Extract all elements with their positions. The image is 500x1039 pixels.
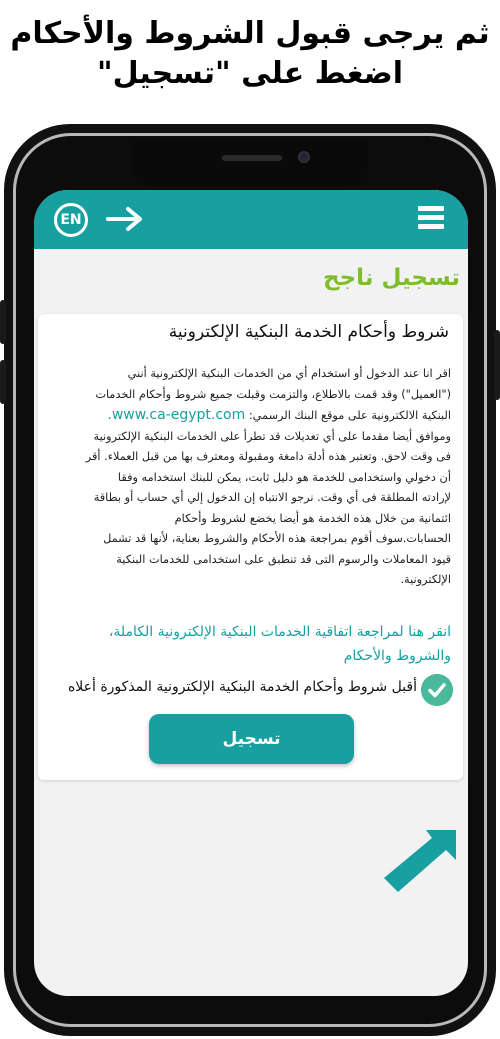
phone-side-button-left <box>0 300 6 344</box>
full-terms-link[interactable] <box>56 620 451 668</box>
terms-line-text: البنكية الالكترونية على موقع البنك الرسمي: <box>248 409 451 422</box>
language-toggle-button[interactable]: EN <box>54 203 88 237</box>
hamburger-bar <box>418 206 444 211</box>
phone-notch <box>132 142 368 188</box>
terms-line: اقر انا عند الدخول أو استخدام أي من الخدمات البنكية الإلكترونية أنني <box>127 367 451 380</box>
terms-card <box>38 314 463 780</box>
hamburger-menu-icon[interactable] <box>418 206 444 230</box>
arrow-right-icon[interactable] <box>106 204 144 234</box>
terms-line: الإلكترونية. <box>400 573 451 586</box>
terms-line: لإرادته المطلقة فى أي وقت. نرجو الانتباه إن الدخول إلي أي حساب أو بطاقة <box>93 491 451 504</box>
terms-line: أن دخولي واستخدامى للخدمة هو دليل ثابت، يمكن للبنك استخدامه وفقا <box>117 470 451 484</box>
terms-line: قيود المعاملات والرسوم التى قد تنطبق على استخدامى للخدمات البنكية <box>116 552 451 566</box>
caption-line-1: ثم يرجى قبول الشروط والأحكام <box>10 16 490 51</box>
terms-title: شروط وأحكام الخدمة البنكية الإلكترونية <box>168 322 449 342</box>
full-terms-link-line[interactable]: انقر هنا لمراجعة اتفاقية الخدمات البنكية الإلكترونية الكاملة، <box>108 624 451 640</box>
accept-terms-checkbox[interactable] <box>421 674 453 706</box>
register-button[interactable]: تسجيل <box>149 714 354 764</box>
terms-line: ("العميل") وقد قمت بالاطلاع، والتزمت وقبلت جميع شروط وأحكام الخدمات <box>95 387 451 401</box>
terms-line <box>56 405 451 427</box>
terms-line: فى وقت لاحق. وتعتبر هذه أدلة دامغة ومقبولة ومعترف بها من قبل العملاء. أقر <box>85 450 451 463</box>
phone-camera <box>298 151 310 163</box>
accept-terms-label[interactable]: أقبل شروط وأحكام الخدمة البنكية الإلكترونية المذكورة أعلاه <box>67 679 417 695</box>
app-header <box>34 190 468 249</box>
phone-side-button-right <box>494 330 500 400</box>
instruction-caption <box>0 14 500 94</box>
pointer-arrow-icon <box>378 826 458 896</box>
phone-screen <box>34 190 468 996</box>
website-link[interactable]: www.ca-egypt.com. <box>107 407 246 423</box>
full-terms-link-line[interactable]: والشروط والأحكام <box>343 648 451 664</box>
caption-line-2: اضغط على "تسجيل" <box>96 56 403 91</box>
terms-line: ائتمانية من خلال هذه الخدمة هو أيضا يخضع لشروط وأحكام <box>174 511 451 525</box>
hamburger-bar <box>418 224 444 229</box>
phone-side-button-left-2 <box>0 360 6 404</box>
terms-body <box>56 364 451 591</box>
hamburger-bar <box>418 215 444 220</box>
phone-speaker <box>222 155 282 161</box>
terms-line: وموافق أيضا مقدما على أي تعديلات قد تطرأ على الخدمات البنكية الإلكترونية <box>93 429 451 443</box>
terms-line: الحسابات.سوف أقوم بمراجعة هذه الأحكام والشروط بعناية، لأنها قد تشمل <box>103 532 451 545</box>
page-title: تسجيل ناجح <box>323 265 460 291</box>
